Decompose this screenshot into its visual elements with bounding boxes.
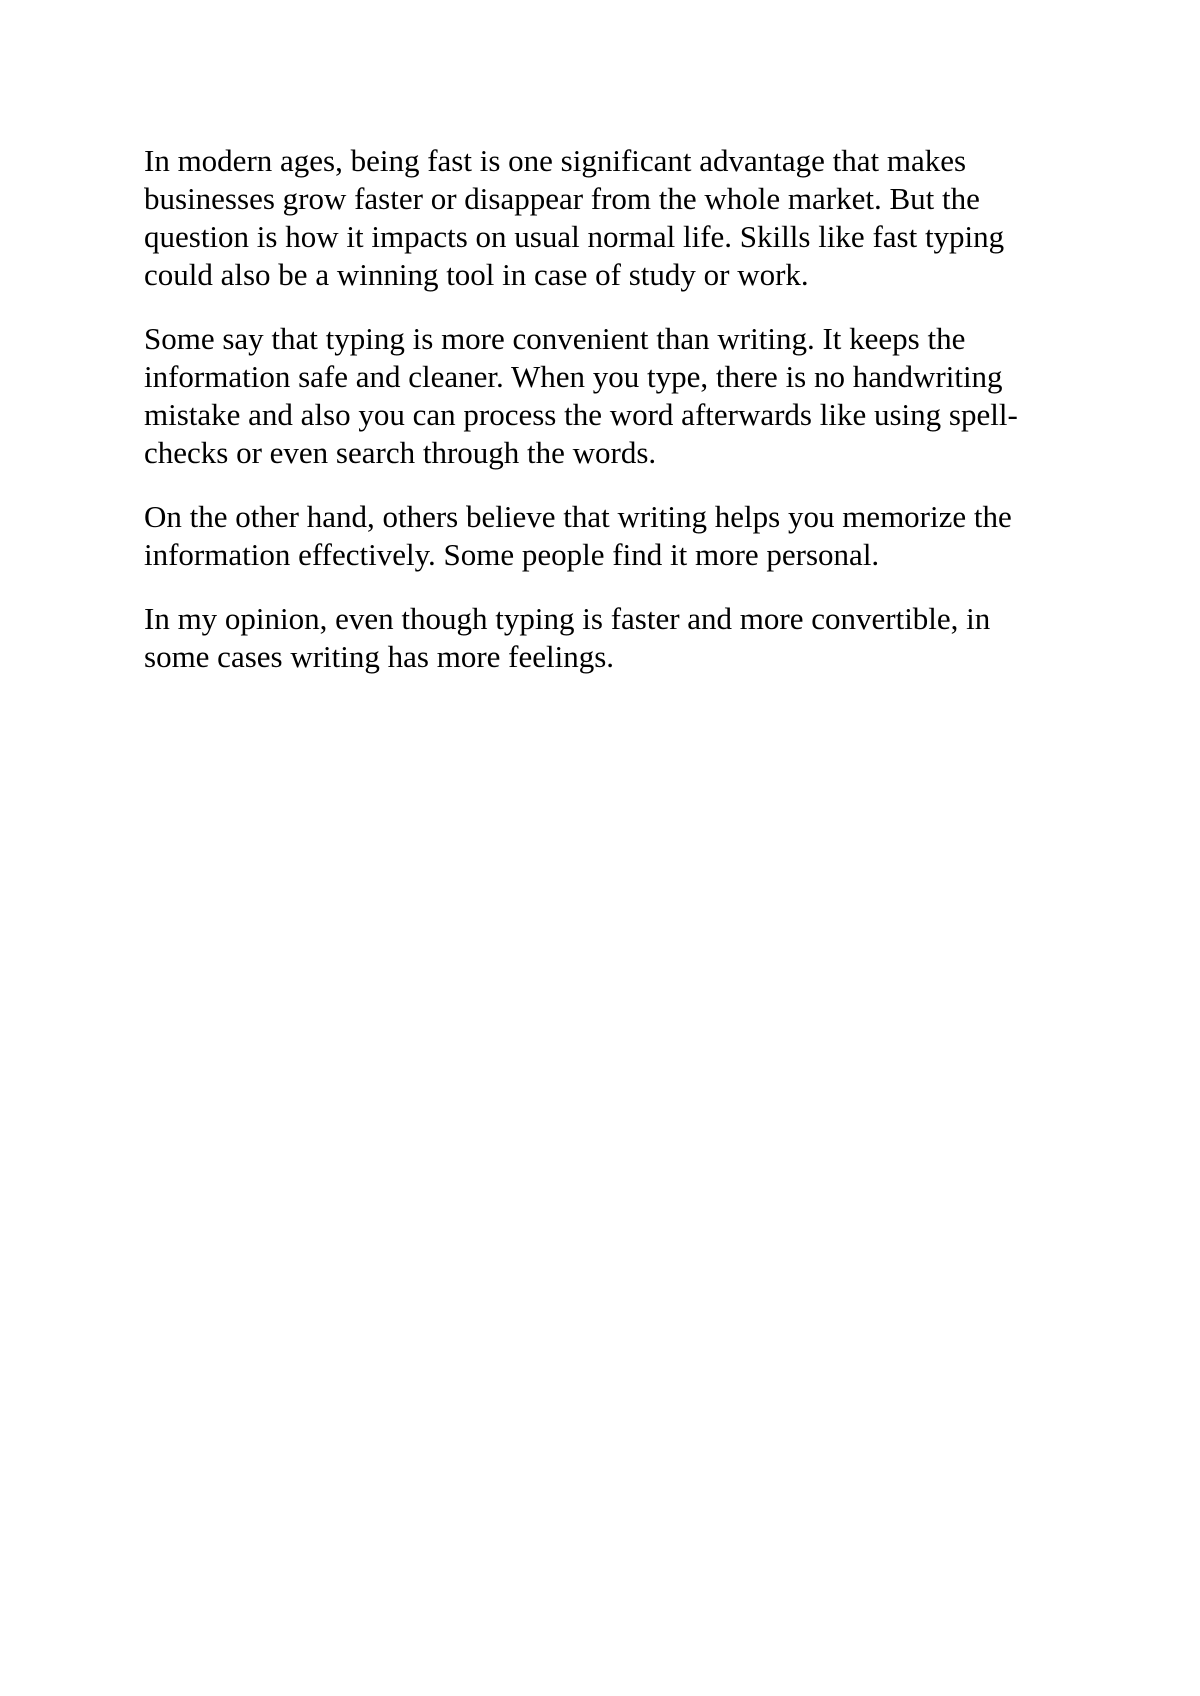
paragraph-line: information safe and cleaner. When you type, there is no handwriting (144, 359, 1003, 394)
paragraph-line: information effectively. Some people find it more personal. (144, 537, 880, 572)
paragraph-line: checks or even search through the words. (144, 435, 657, 470)
paragraph-line: businesses grow faster or disappear from the whole market. But the (144, 181, 980, 216)
paragraph-line: mistake and also you can process the word afterwards like using spell- (144, 397, 1018, 432)
paragraph-line: could also be a winning tool in case of study or work. (144, 257, 809, 292)
paragraph-line: In my opinion, even though typing is faster and more convertible, in (144, 601, 991, 636)
paragraph-4 (144, 600, 1084, 676)
paragraph-line: question is how it impacts on usual normal life. Skills like fast typing (144, 219, 1005, 254)
document-body (144, 142, 1084, 702)
paragraph-3 (144, 498, 1084, 574)
paragraph-line: On the other hand, others believe that writing helps you memorize the (144, 499, 1012, 534)
paragraph-1 (144, 142, 1084, 294)
paragraph-line: Some say that typing is more convenient than writing. It keeps the (144, 321, 966, 356)
paragraph-line: some cases writing has more feelings. (144, 639, 615, 674)
paragraph-line: In modern ages, being fast is one significant advantage that makes (144, 143, 967, 178)
paragraph-2 (144, 320, 1084, 472)
